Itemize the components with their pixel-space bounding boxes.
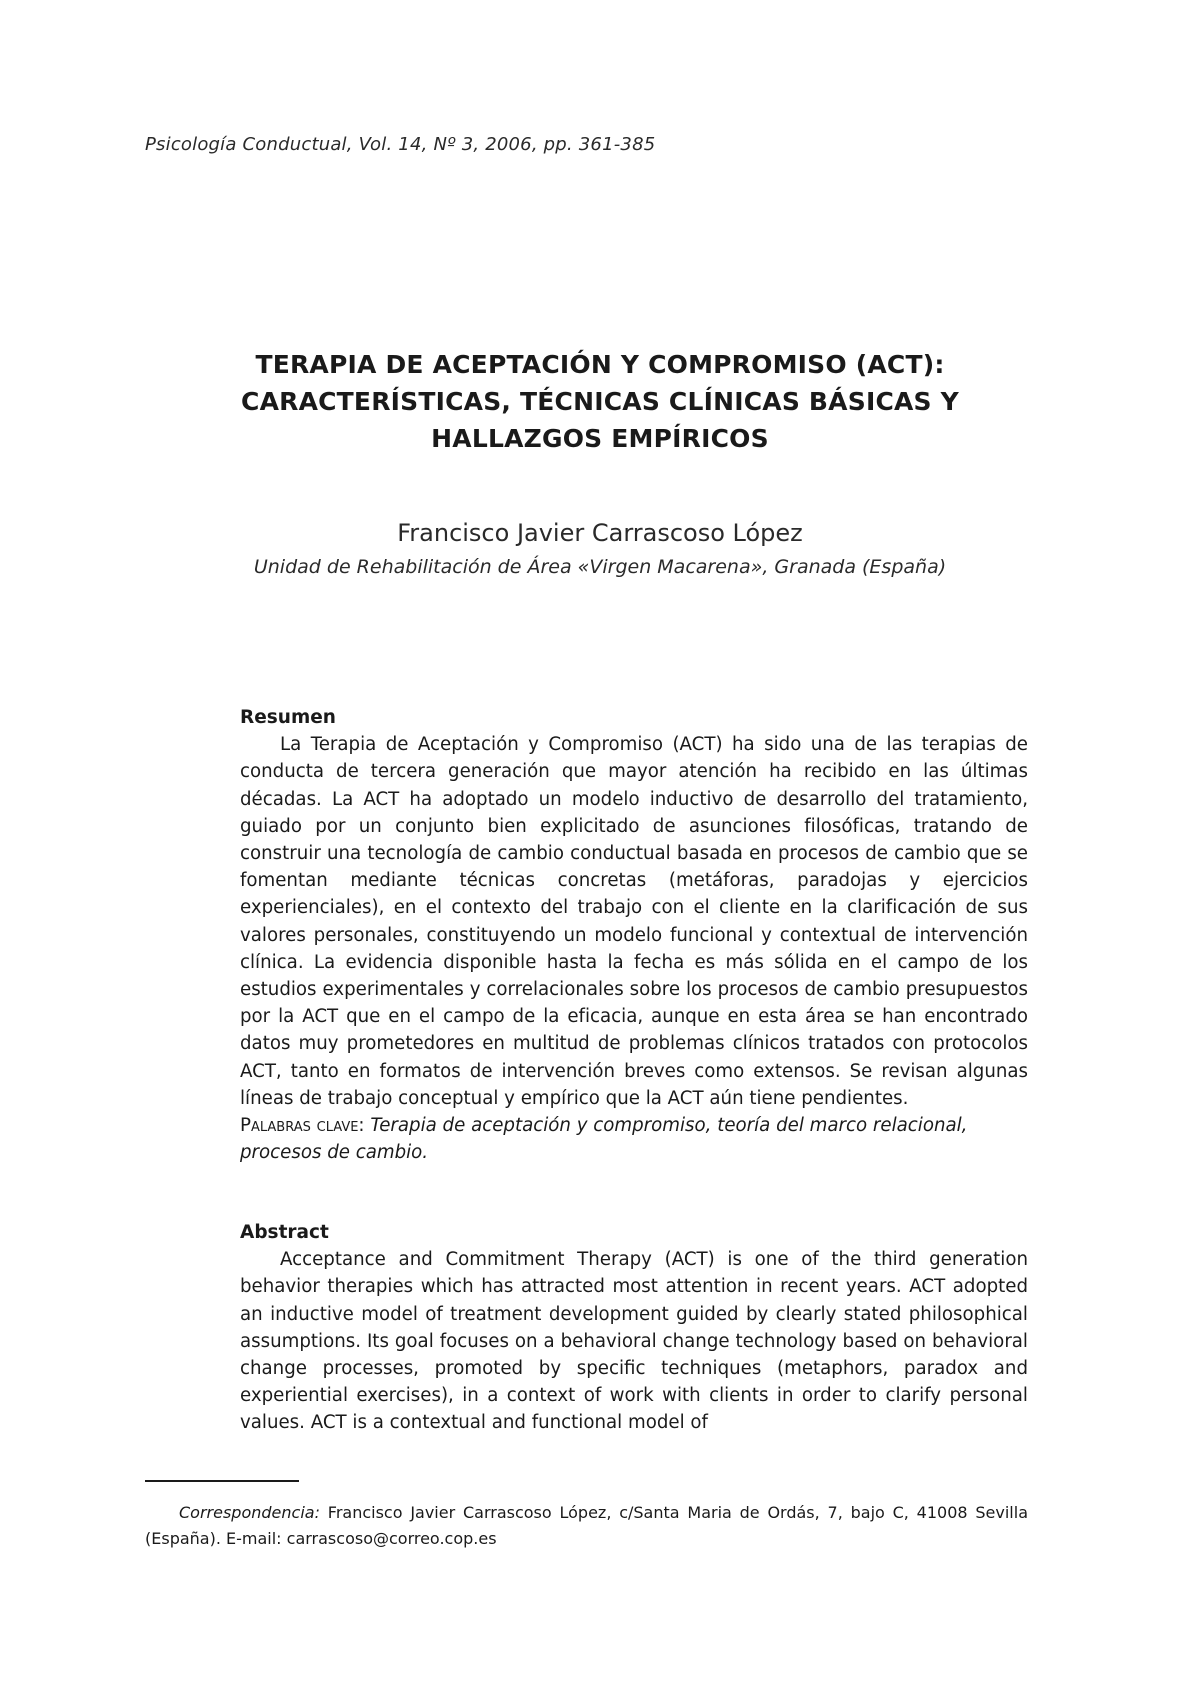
journal-citation: Psicología Conductual, Vol. 14, Nº 3, 2006, pp. 361-385	[145, 134, 656, 155]
author-affiliation: Unidad de Rehabilitación de Área «Virgen Macarena», Granada (España)	[253, 556, 947, 578]
footnote-text: Francisco Javier Carrascoso López, c/Santa Maria de Ordás, 7, bajo C, 41008 Sevilla (España). E-mail: carrascoso@correo.cop.es	[145, 1503, 1028, 1548]
resumen-heading: Resumen	[240, 707, 336, 728]
abstract-section	[240, 1219, 1028, 1437]
article-title	[150, 346, 1050, 457]
keywords-label: Palabras clave:	[240, 1115, 365, 1137]
title-line-2: CARACTERÍSTICAS, TÉCNICAS CLÍNICAS BÁSICAS Y	[241, 387, 959, 416]
author-name: Francisco Javier Carrascoso López	[397, 519, 803, 547]
correspondence-footnote	[145, 1500, 1028, 1552]
abstract-heading: Abstract	[240, 1222, 329, 1243]
resumen-section	[240, 704, 1028, 1166]
footnote-label: Correspondencia:	[179, 1503, 320, 1522]
abstract-body: Acceptance and Commitment Therapy (ACT) is one of the third generation behavior therapies which has attracted most attention in recent years. ACT adopted an inductive model of treatment development guided by clearly stated philosophical assumptions. Its goal focuses on a behavioral change technology based on behavioral change processes, promoted by specific techniques (metaphors, paradox and experiential exercises), in a context of work with clients in order to clarify personal values. ACT is a contextual and functional model of	[240, 1249, 1028, 1434]
keywords	[240, 1112, 1028, 1166]
footnote-rule	[145, 1480, 299, 1482]
keywords-text: Terapia de aceptación y compromiso, teoría del marco relacional, procesos de cambio.	[240, 1115, 968, 1164]
title-line-1: TERAPIA DE ACEPTACIÓN Y COMPROMISO (ACT):	[255, 350, 945, 379]
resumen-body: La Terapia de Aceptación y Compromiso (ACT) ha sido una de las terapias de conducta de tercera generación que mayor atención ha recibido en las últimas décadas. La ACT ha adoptado un modelo inductivo de desarrollo del tratamiento, guiado por un conjunto bien explicitado de asunciones filosóficas, tratando de construir una tecnología de cambio conductual basada en procesos de cambio que se fomentan mediante técnicas concretas (metáforas, paradojas y ejercicios experienciales), en el contexto del trabajo con el cliente en la clarificación de sus valores personales, constituyendo un modelo funcional y contextual de intervención clínica. La evidencia disponible hasta la fecha es más sólida en el campo de los estudios experimentales y correlacionales sobre los procesos de cambio presupuestos por la ACT que en el campo de la eficacia, aunque en esta área se han encontrado datos muy prometedores en multitud de problemas clínicos tratados con protocolos ACT, tanto en formatos de intervención breves como extensos. Se revisan algunas líneas de trabajo conceptual y empírico que la ACT aún tiene pendientes.	[240, 734, 1028, 1109]
title-line-3: HALLAZGOS EMPÍRICOS	[431, 424, 769, 453]
